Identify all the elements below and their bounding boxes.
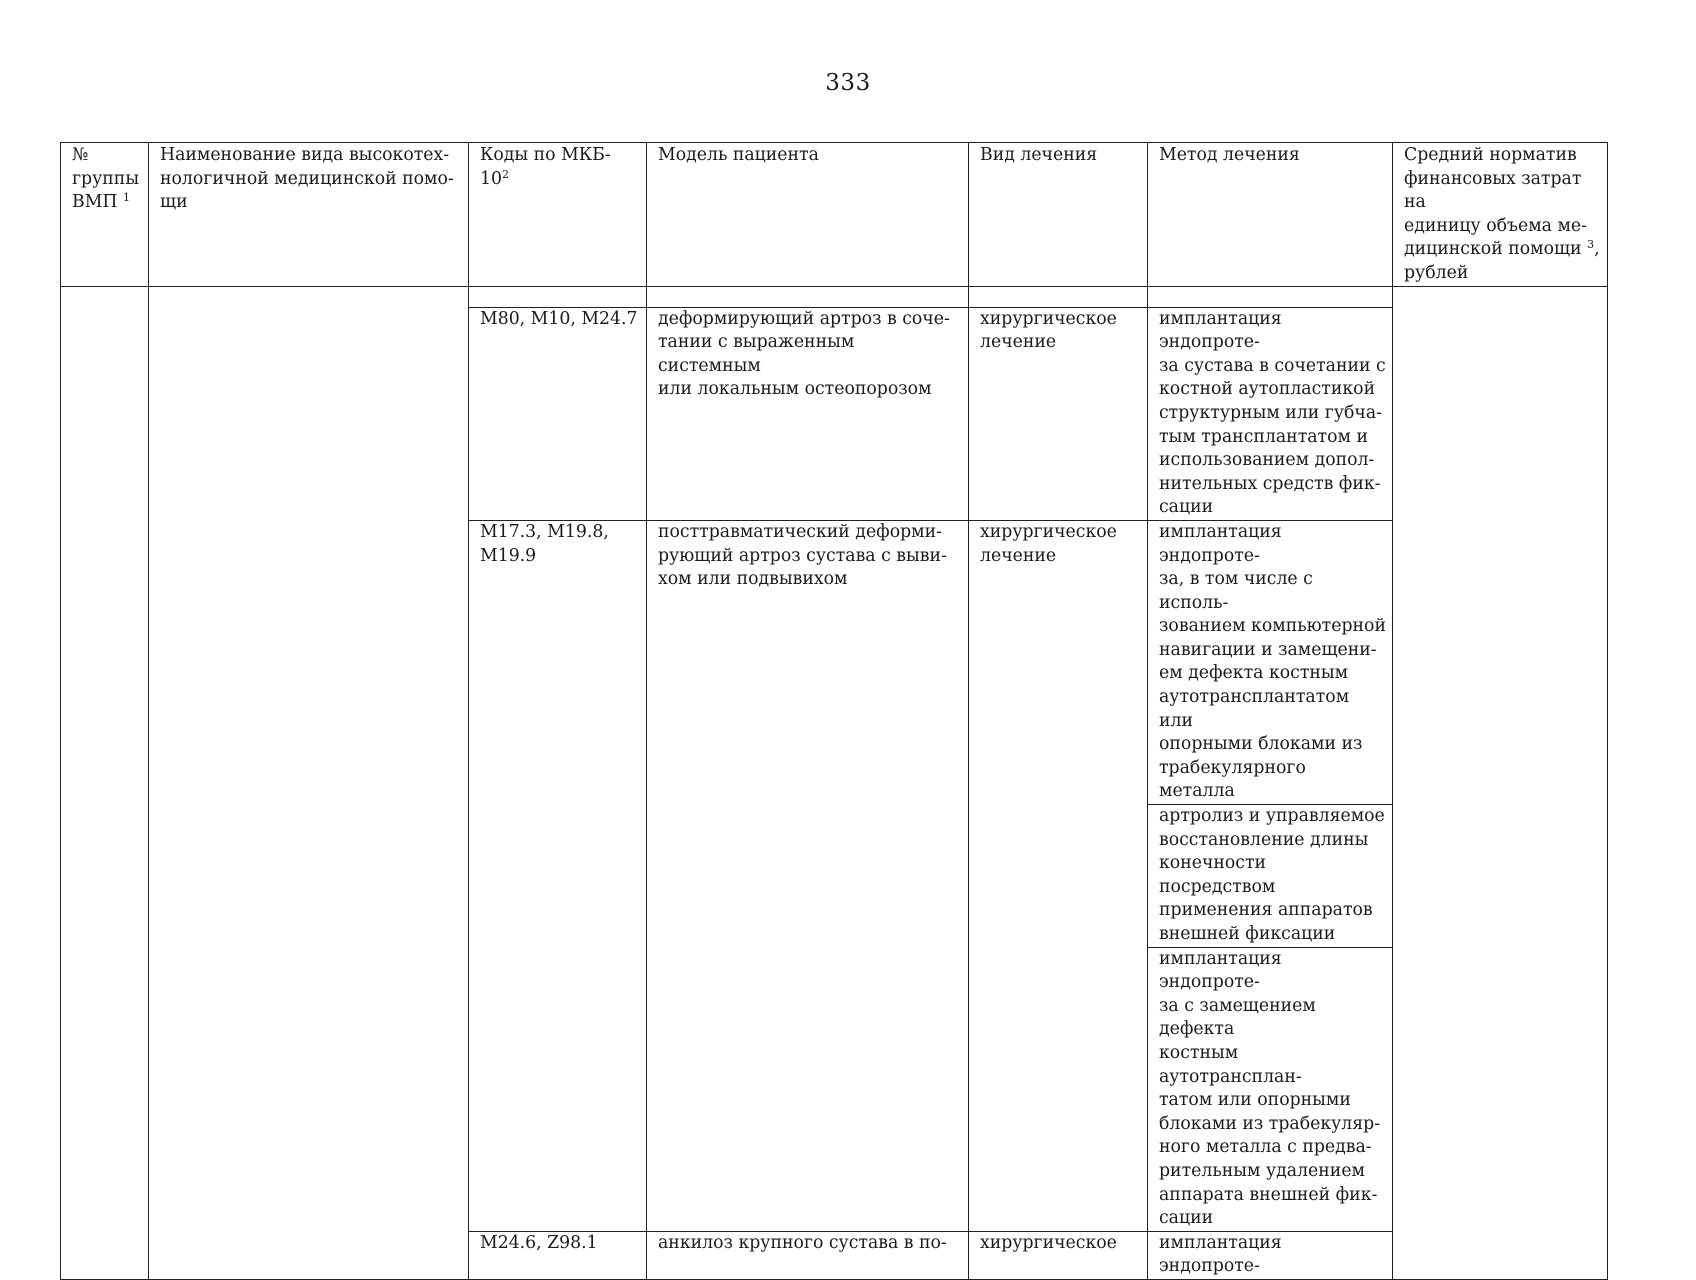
- care-type-cell: [149, 286, 469, 1279]
- group-number-cell: [61, 286, 149, 1279]
- treatment-type-cell: хирургическое лечение: [969, 520, 1148, 1231]
- spacer-cell: [1148, 286, 1393, 307]
- treatment-method-cell: артролиз и управляемое восстановление длины конечности посредством применения аппаратов внешней фиксации: [1148, 805, 1393, 948]
- icd-codes-cell: M17.3, M19.8, M19.9: [469, 520, 647, 1231]
- treatment-method-cell: имплантация эндопроте-: [1148, 1231, 1393, 1279]
- header-group-number: № группы ВМП $^1$: [61, 143, 149, 287]
- footnote-mark-3: 3: [1587, 238, 1595, 252]
- treatment-method-cell: имплантация эндопроте- за сустава в сочетании с костной аутопластикой структурным или губча- тым трансплантатом и использованием допол- нительных средств фик- сации: [1148, 307, 1393, 520]
- treatment-type-cell: хирургическое лечение: [969, 307, 1148, 520]
- patient-model-cell: анкилоз крупного сустава в по-: [647, 1231, 969, 1279]
- footnote-mark-2: 2: [502, 167, 509, 181]
- header-row: [61, 143, 1608, 287]
- icd-codes-cell: M80, M10, M24.7: [469, 307, 647, 520]
- spacer-cell: [647, 286, 969, 307]
- footnote-mark-1: 1: [122, 191, 130, 205]
- treatment-method-cell: имплантация эндопроте- за, в том числе с исполь- зованием компьютерной навигации и замещени- ем дефекта костным аутотрансплантатом или опорными блоками из трабекулярного металла: [1148, 520, 1393, 804]
- header-care-type: Наименование вида высокотех- нологичной медицинской помо- щи: [149, 143, 469, 287]
- page-number: 333: [825, 70, 871, 96]
- header-patient-model: Модель пациента: [647, 143, 969, 287]
- patient-model-cell: деформирующий артроз в соче- тании с выраженным системным или локальным остеопорозом: [647, 307, 969, 520]
- cost-standard-cell: [1393, 286, 1608, 1279]
- icd-codes-cell: M24.6, Z98.1: [469, 1231, 647, 1279]
- treatment-type-cell: хирургическое: [969, 1231, 1148, 1279]
- header-treatment-type: Вид лечения: [969, 143, 1148, 287]
- header-cost-standard: Средний норматив финансовых затрат на единицу объема ме- дицинской помощи $^3$, рублей: [1393, 143, 1608, 287]
- patient-model-cell: посттравматический деформи- рующий артроз сустава с выви- хом или подвывихом: [647, 520, 969, 1231]
- spacer-cell: [969, 286, 1148, 307]
- spacer-cell: [469, 286, 647, 307]
- treatment-method-cell: имплантация эндопроте- за с замещением дефекта костным аутотрансплан- татом или опорными блоками из трабекуляр- ного металла с предва- рительным удалением аппарата внешней фик- сации: [1148, 947, 1393, 1231]
- header-treatment-method: Метод лечения: [1148, 143, 1393, 287]
- header-icd-codes: Коды по МКБ- $10^2$: [469, 143, 647, 287]
- spacer-row: [61, 286, 1608, 307]
- vmp-table: [60, 142, 1608, 1280]
